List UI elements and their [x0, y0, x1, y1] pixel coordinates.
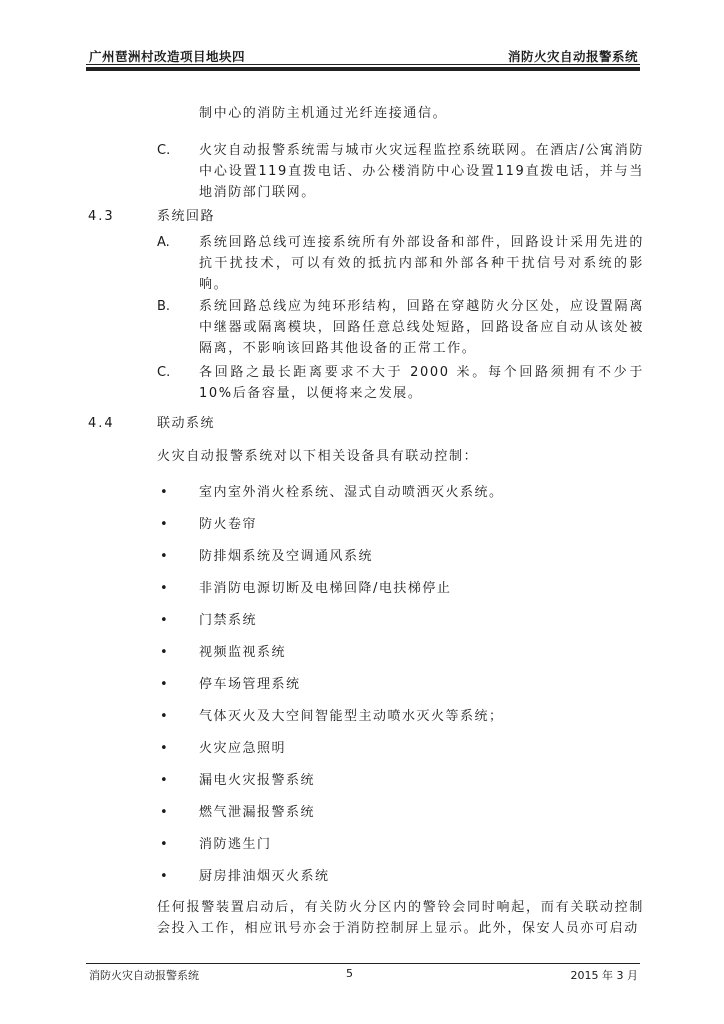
list-item: 视频监视系统: [199, 645, 287, 660]
header-title-right: 消防火灾自动报警系统: [507, 49, 638, 64]
bullet-dot: •: [160, 549, 168, 564]
section-4-4-number: 4.4: [88, 416, 115, 431]
list-item: 漏电火灾报警系统: [199, 773, 316, 788]
section-4-3-number: 4.3: [88, 209, 115, 224]
footer-rule: [86, 963, 640, 964]
header-title-left: 广州琶洲村改造项目地块四: [89, 49, 246, 64]
footer-date: 2015 年 3 月: [570, 969, 638, 982]
header-rule-thick: [86, 67, 640, 71]
item-c1-label: C.: [157, 143, 171, 158]
bullet-dot: •: [160, 517, 168, 532]
bullet-dot: •: [160, 485, 168, 500]
bullet-dot: •: [160, 805, 168, 820]
section-4-3-title: 系统回路: [157, 209, 216, 224]
item-4-3-b-label: B.: [157, 299, 171, 314]
list-item: 门禁系统: [199, 613, 258, 628]
list-item: 火灾应急照明: [199, 741, 287, 756]
list-item: 消防逃生门: [199, 837, 272, 852]
list-item: 气体灭火及大空间智能型主动喷水灭火等系统；: [199, 709, 504, 724]
bullet-dot: •: [160, 613, 168, 628]
bullet-dot: •: [160, 773, 168, 788]
item-4-3-c-text: 各回路之最长距离要求不大于 2000 米。每个回路须拥有不少于 10%后备容量，以便将来之发展。: [199, 365, 644, 401]
bullet-dot: •: [160, 869, 168, 884]
intro-line: 制中心的消防主机通过光纤连接通信。: [199, 106, 448, 121]
item-4-3-c-label: C.: [157, 365, 171, 380]
list-item: 燃气泄漏报警系统: [199, 805, 316, 820]
bullet-dot: •: [160, 581, 168, 596]
item-4-3-a-text: 系统回路总线可连接系统所有外部设备和部件，回路设计采用先进的抗干扰技术，可以有效的抵抗内部和外部各种干扰信号对系统的影响。: [199, 235, 644, 292]
section-4-4-lead: 火灾自动报警系统对以下相关设备具有联动控制：: [157, 449, 479, 464]
item-4-3-b-text: 系统回路总线应为纯环形结构，回路在穿越防火分区处，应设置隔离中继器或隔离模块，回路任意总线处短路，回路设备应自动从该处被隔离，不影响该回路其他设备的正常工作。: [199, 299, 644, 356]
page-number: 5: [346, 967, 353, 980]
item-4-3-a-label: A.: [157, 235, 170, 250]
bullet-dot: •: [160, 741, 168, 756]
bullet-dot: •: [160, 709, 168, 724]
list-item: 停车场管理系统: [199, 677, 301, 692]
header-rule-thin: [86, 64, 640, 65]
item-c1-text: 火灾自动报警系统需与城市火灾远程监控系统联网。在酒店/公寓消防中心设置119直拨电话、办公楼消防中心设置119直拨电话，并与当地消防部门联网。: [199, 143, 644, 200]
footer-title: 消防火灾自动报警系统: [89, 969, 199, 982]
list-item: 非消防电源切断及电梯回降/电扶梯停止: [199, 581, 452, 596]
bullet-dot: •: [160, 837, 168, 852]
bullet-dot: •: [160, 677, 168, 692]
section-4-4-closing: 任何报警装置启动后，有关防火分区内的警铃会同时响起，而有关联动控制会投入工作，相应讯号亦会于消防控制屏上显示。此外，保安人员亦可启动: [157, 900, 644, 936]
list-item: 室内室外消火栓系统、湿式自动喷洒灭火系统。: [199, 485, 504, 500]
list-item: 防火卷帘: [199, 517, 258, 532]
bullet-dot: •: [160, 645, 168, 660]
section-4-4-title: 联动系统: [157, 416, 216, 431]
list-item: 厨房排油烟灭火系统: [199, 869, 330, 884]
list-item: 防排烟系统及空调通风系统: [199, 549, 374, 564]
